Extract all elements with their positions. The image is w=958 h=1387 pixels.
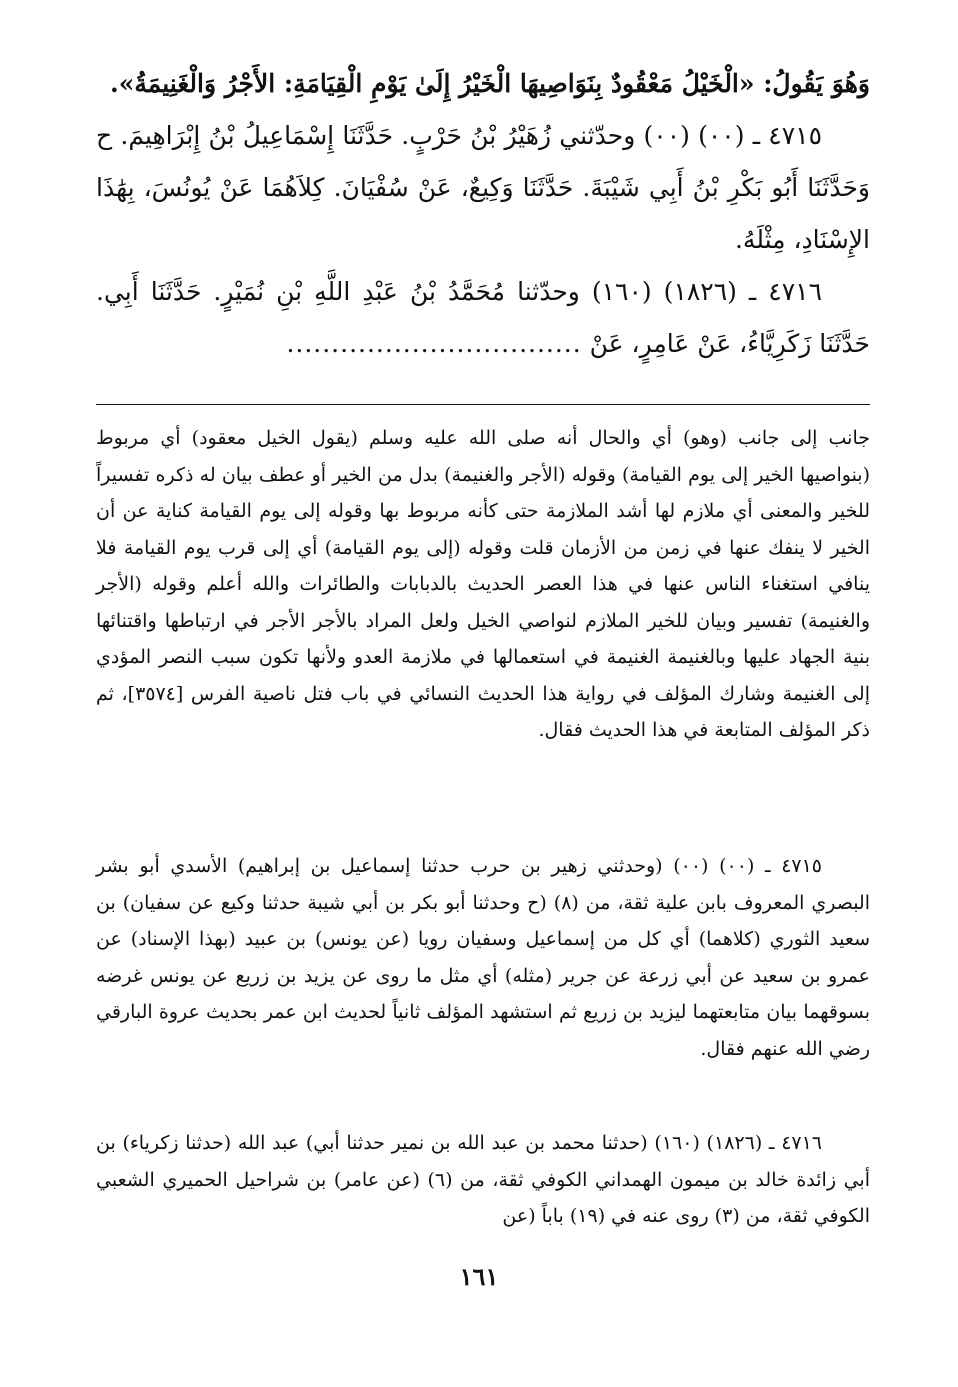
hadith-continuation: وَهُوَ يَقُولُ: «الْخَيْلُ مَعْقُودٌ بِنَوَاصِيهَا الْخَيْرُ إِلَىٰ يَوْمِ الْقِيَامَةِ: الأَجْرُ وَالْغَنِيمَةُ».: [110, 69, 870, 98]
trailing-dots: .................................: [286, 329, 582, 358]
commentary-paragraph-2: ٤٧١٥ ـ (٠٠) (٠٠) (وحدثني زهير بن حرب حدثنا إسماعيل بن إبراهيم) الأسدي أبو بشر البصري المعروف بابن علية ثقة، من (٨) (ح وحدثنا أبو بكر بن أبي شيبة حدثنا وكيع عن سفيان) بن سعيد الثوري (كلاهما) أي كل من إسماعيل وسفيان رويا (عن يونس) بن عبيد (بهذا الإسناد) عن عمرو بن سعيد عن أبي زرعة عن جرير (مثله) أي مثل ما روى عن يزيد بن زريع عن يونس غرضه بسوقهما بيان متابعتهما ليزيد بن زريع ثم استشهد المؤلف ثانياً لحديث ابن عمر بحديث عروة البارقي رضي الله عنهم فقال.: [96, 855, 871, 1060]
hadith-text-block: [96, 58, 870, 370]
page-number: ١٦١: [459, 1262, 499, 1291]
commentary-block-3: [96, 1125, 870, 1235]
hadith-4715: ٤٧١٥ ـ (٠٠) (٠٠) وحدّثني زُهَيْرُ بْنُ حَرْبٍ. حَدَّثَنَا إِسْمَاعِيلُ بْنُ إِبْرَاهِيمَ. ح وَحَدَّثَنَا أَبُو بَكْرِ بْنُ أَبِي شَيْبَةَ. حَدَّثَنَا وَكِيعٌ، عَنْ سُفْيَانَ. كِلاَهُمَا عَنْ يُونُسَ، بِهَٰذَا الإِسْنَادِ، مِثْلَهُ.: [96, 121, 870, 254]
commentary-block-2: [96, 848, 870, 1067]
commentary-paragraph-3: ٤٧١٦ ـ (١٨٢٦) (١٦٠) (حدثنا محمد بن عبد الله بن نمير حدثنا أبي) عبد الله (حدثنا زكرياء) بن أبي زائدة خالد بن ميمون الهمداني الكوفي ثقة، من (٦) (عن عامر) بن شراحيل الحميري الشعبي الكوفي ثقة، من (٣) روى عنه في (١٩) باباً (عن: [96, 1132, 870, 1227]
hadith-4716: [96, 266, 870, 370]
separator-line: [96, 404, 870, 405]
hadith-4716-text: ٤٧١٦ ـ (١٨٢٦) (١٦٠) وحدّثنا مُحَمَّدُ بْنُ عَبْدِ اللَّهِ بْنِ نُمَيْرٍ. حَدَّثَنَا أَبِي. حَدَّثَنَا زَكَرِيَّاءُ، عَنْ عَامِرٍ، عَنْ: [96, 277, 870, 358]
commentary-block-1: [96, 420, 870, 749]
commentary-paragraph-1: جانب إلى جانب (وهو) أي والحال أنه صلى الله عليه وسلم (يقول الخيل معقود) أي مربوط (بنواصيها الخير إلى يوم القيامة) وقوله (الأجر والغنيمة) بدل من الخير أو عطف بيان له ذكره تفسيراً للخير والمعنى أي ملازم لها أشد الملازمة حتى كأنه مربوط بها وقوله إلى يوم القيامة كناية عن أن الخير لا ينفك عنها في زمن من الأزمان قلت وقوله (إلى يوم القيامة) أي إلى قرب يوم القيامة فلا ينافي استغناء الناس عنها في هذا العصر الحديث بالدبابات والطائرات والله أعلم وقوله (الأجر والغنيمة) تفسير وبيان للخير الملازم لنواصي الخيل ولعل المراد بالأجر الأجر في ارتباطها واقتنائها بنية الجهاد عليها وبالغنيمة الغنيمة في استعمالها في ملازمة العدو ولأنها تكون سبب النصر المؤدي إلى الغنيمة وشارك المؤلف في رواية هذا الحديث النسائي في باب فتل ناصية الفرس [٣٥٧٤]، ثم ذكر المؤلف المتابعة في هذا الحديث فقال.: [96, 427, 870, 741]
